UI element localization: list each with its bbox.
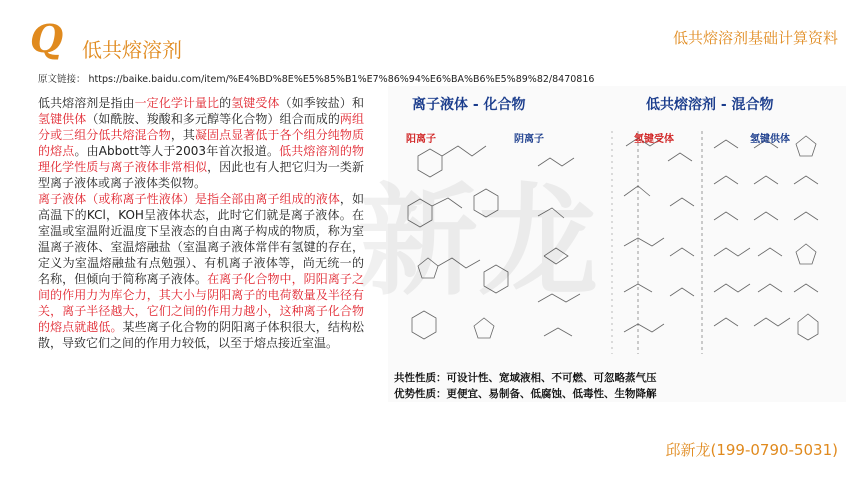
highlighted-text: 氢键受体 xyxy=(231,96,280,110)
body-text-span: ，其 xyxy=(170,128,195,142)
paragraph-1 xyxy=(38,95,364,191)
watermark-text: 新龙 xyxy=(358,173,598,312)
highlighted-text: 低共熔溶剂的物理化学性质与离子液体非常相似 xyxy=(38,144,364,174)
page-title: 低共熔溶剂 xyxy=(82,38,182,62)
hba-label: 氢键受体 xyxy=(634,134,674,145)
q-logo-icon: Q xyxy=(30,16,64,61)
highlighted-text: 在离子化合物中，阴阳离子之间的作用力为库仑力，其大小与阴阳离子的电荷数量及半径有关，离子半径越大，它们之间的作用力越小，这种离子化合物的熔点就越低。 xyxy=(38,272,364,334)
comparison-figure xyxy=(358,86,846,402)
body-text xyxy=(38,95,364,351)
common-properties: 共性性质：可设计性、宽域液相、不可燃、可忽略蒸气压 xyxy=(394,372,657,384)
highlighted-text: 凝固点显著低于各个组分纯物质的熔点 xyxy=(38,128,364,158)
highlighted-text: 氢键供体 xyxy=(38,112,87,126)
body-text-span: 低共熔溶剂是指由 xyxy=(38,96,135,110)
anion-label: 阴离子 xyxy=(514,134,544,145)
contact-info: 邱新龙(199-0790-5031) xyxy=(665,441,838,459)
header-right-title: 低共熔溶剂基础计算资料 xyxy=(672,29,838,47)
body-text-span: （如季铵盐）和 xyxy=(279,96,364,110)
advantage-properties: 优势性质：更便宜、易制备、低腐蚀、低毒性、生物降解 xyxy=(394,388,657,400)
body-text-span: ，因此也有人把它归为一类新型离子液体或离子液体类似物。 xyxy=(38,160,364,190)
ionic-liquid-title: 离子液体 - 化合物 xyxy=(412,97,526,113)
highlighted-text: 两组分或三组分低共熔混合物 xyxy=(38,112,364,142)
source-link[interactable]: 原文链接： https://baike.baidu.com/item/%E4%BD%8E%E5%85%B1%E7%86%94%E6%BA%B6%E5%89%82/8470816 xyxy=(38,74,595,85)
body-text-span: ，如高温下的KCl，KOH呈液体状态，此时它们就是离子液体。在室温或室温附近温度下呈液态的自由离子构成的物质，称为室温离子液体、室温熔融盐（室温离子液体常伴有氢键的存在，定义为室温熔融盐有点勉强）、有机离子液体等，尚无统一的名称，但倾向于简称离子液体。 xyxy=(38,192,364,286)
hbd-label: 氢键供体 xyxy=(750,134,790,145)
body-text-span: 的 xyxy=(219,96,232,110)
body-text-span: 某些离子化合物的阴阳离子体积很大，结构松散，导致它们之间的作用力较低，以至于熔点接近室温。 xyxy=(38,320,364,350)
paragraph-2 xyxy=(38,191,364,351)
cation-label: 阳离子 xyxy=(406,134,436,145)
highlighted-text: 一定化学计量比 xyxy=(134,96,220,110)
highlighted-text: 离子液体（或称离子性液体）是指全部由离子组成的液体 xyxy=(38,192,340,206)
body-text-span: 。由Abbott等人于2003年首次报道。 xyxy=(74,144,280,158)
body-text-span: （如酰胺、羧酸和多元醇等化合物）组合而成的 xyxy=(86,112,340,126)
des-title: 低共熔溶剂 - 混合物 xyxy=(646,97,774,113)
